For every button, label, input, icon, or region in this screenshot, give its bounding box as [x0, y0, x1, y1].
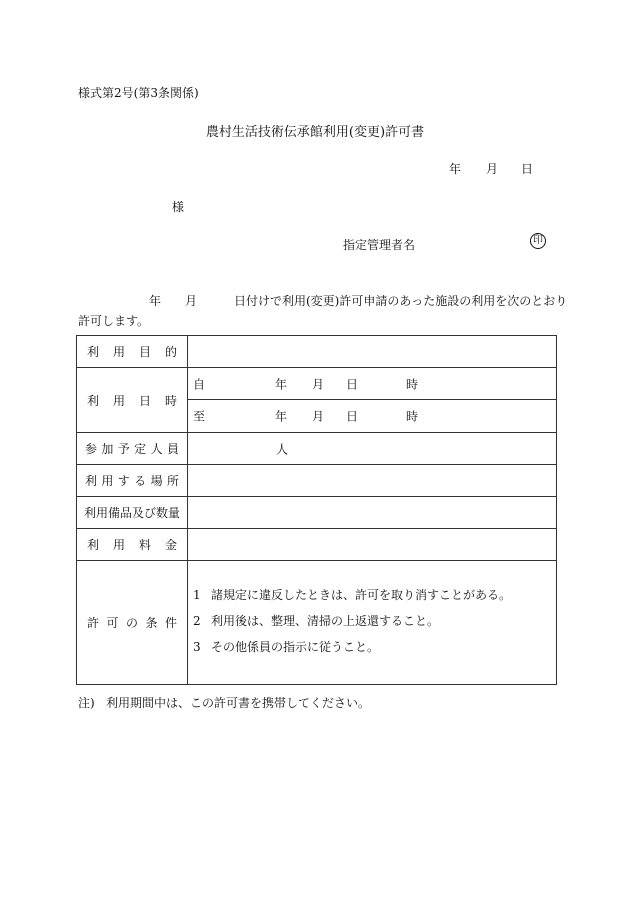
value-datetime-to[interactable]	[188, 400, 557, 433]
from-year: 年	[275, 377, 288, 391]
label-char: 料	[138, 538, 151, 552]
condition-item	[193, 586, 556, 603]
label-char: 用	[101, 474, 114, 488]
label-char: 許	[87, 616, 100, 630]
form-reference: 様式第2号(第3条関係)	[78, 86, 199, 100]
row-conditions	[77, 561, 557, 685]
value-equipment[interactable]	[188, 497, 557, 529]
label-char: す	[117, 474, 130, 488]
row-datetime-from	[77, 368, 557, 400]
label-char: 員	[166, 442, 179, 456]
label-conditions	[77, 561, 188, 685]
condition-item	[193, 638, 556, 655]
footnote	[78, 694, 370, 711]
addressee-suffix: 様	[172, 200, 185, 214]
label-char: 日	[138, 393, 151, 408]
value-purpose[interactable]	[188, 336, 557, 368]
condition-text: 利用後は、整理、清掃の上返還すること。	[211, 613, 440, 628]
to-month: 月	[312, 409, 325, 424]
label-char: 所	[166, 474, 179, 488]
label-char: 目	[138, 345, 151, 359]
to-kanji: 至	[193, 409, 206, 424]
label-char: 金	[164, 538, 177, 552]
conditions-list	[188, 582, 556, 655]
issue-date-day: 日	[521, 162, 534, 176]
value-conditions	[188, 561, 557, 685]
label-char: 条	[145, 616, 158, 630]
body-text: 日付けで利用(変更)許可申請のあった施設の利用を次のとおり	[234, 294, 568, 308]
label-char: 時	[164, 393, 177, 408]
attendees-unit: 人	[276, 442, 289, 456]
label-char: 用	[112, 345, 125, 359]
label-char: 予	[117, 442, 130, 456]
label-fee	[77, 529, 188, 561]
label-place	[77, 465, 188, 497]
label-char: 場	[150, 474, 163, 488]
document-title: 農村生活技術伝承館利用(変更)許可書	[205, 125, 425, 140]
to-hour: 時	[406, 409, 419, 424]
value-attendees[interactable]	[188, 433, 557, 465]
row-purpose	[77, 336, 557, 368]
to-year: 年	[275, 409, 288, 424]
label-char: 的	[164, 345, 177, 359]
manager-label: 指定管理者名	[343, 238, 416, 252]
issue-date-month: 月	[486, 162, 499, 176]
condition-item	[193, 612, 556, 629]
condition-number: 2	[193, 613, 201, 628]
row-attendees	[77, 433, 557, 465]
footnote-prefix: 注)	[78, 696, 95, 710]
condition-text: その他係員の指示に従うこと。	[211, 639, 380, 654]
condition-number: 3	[193, 639, 201, 654]
row-equipment	[77, 497, 557, 529]
label-char: 加	[101, 442, 114, 456]
label-equipment-text: 利用備品及び数量	[83, 506, 180, 520]
label-char: の	[125, 616, 138, 630]
label-equipment	[77, 497, 188, 529]
value-datetime-from[interactable]	[188, 368, 557, 400]
body-year: 年	[149, 294, 162, 308]
label-char: 利	[87, 393, 100, 408]
label-datetime	[77, 368, 188, 433]
condition-text: 諸規定に違反したときは、許可を取り消すことがある。	[211, 587, 512, 602]
label-char: 定	[134, 442, 147, 456]
label-attendees	[77, 433, 188, 465]
label-char: 用	[112, 538, 125, 552]
to-day: 日	[346, 409, 359, 424]
label-char: 用	[112, 393, 125, 408]
from-month: 月	[312, 377, 325, 391]
issue-date-year: 年	[449, 162, 462, 176]
label-char: 人	[150, 442, 163, 456]
label-char: 利	[87, 538, 100, 552]
condition-number: 1	[193, 587, 201, 602]
footnote-text: 利用期間中は、この許可書を携帯してください。	[106, 696, 371, 710]
value-place[interactable]	[188, 465, 557, 497]
label-char: る	[134, 474, 147, 488]
label-char: 件	[164, 616, 177, 630]
label-char: 利	[85, 474, 98, 488]
row-fee	[77, 529, 557, 561]
seal-mark: 印	[530, 233, 546, 249]
from-kanji: 自	[193, 377, 206, 391]
from-day: 日	[346, 377, 359, 391]
label-char: 可	[106, 616, 119, 630]
body-month: 月	[185, 294, 198, 308]
row-place	[77, 465, 557, 497]
body-text-line2: 許可します。	[78, 314, 150, 328]
label-char: 利	[87, 345, 100, 359]
from-hour: 時	[406, 377, 419, 391]
label-char: 参	[85, 442, 98, 456]
label-purpose	[77, 336, 188, 368]
permit-table	[76, 335, 557, 685]
value-fee[interactable]	[188, 529, 557, 561]
